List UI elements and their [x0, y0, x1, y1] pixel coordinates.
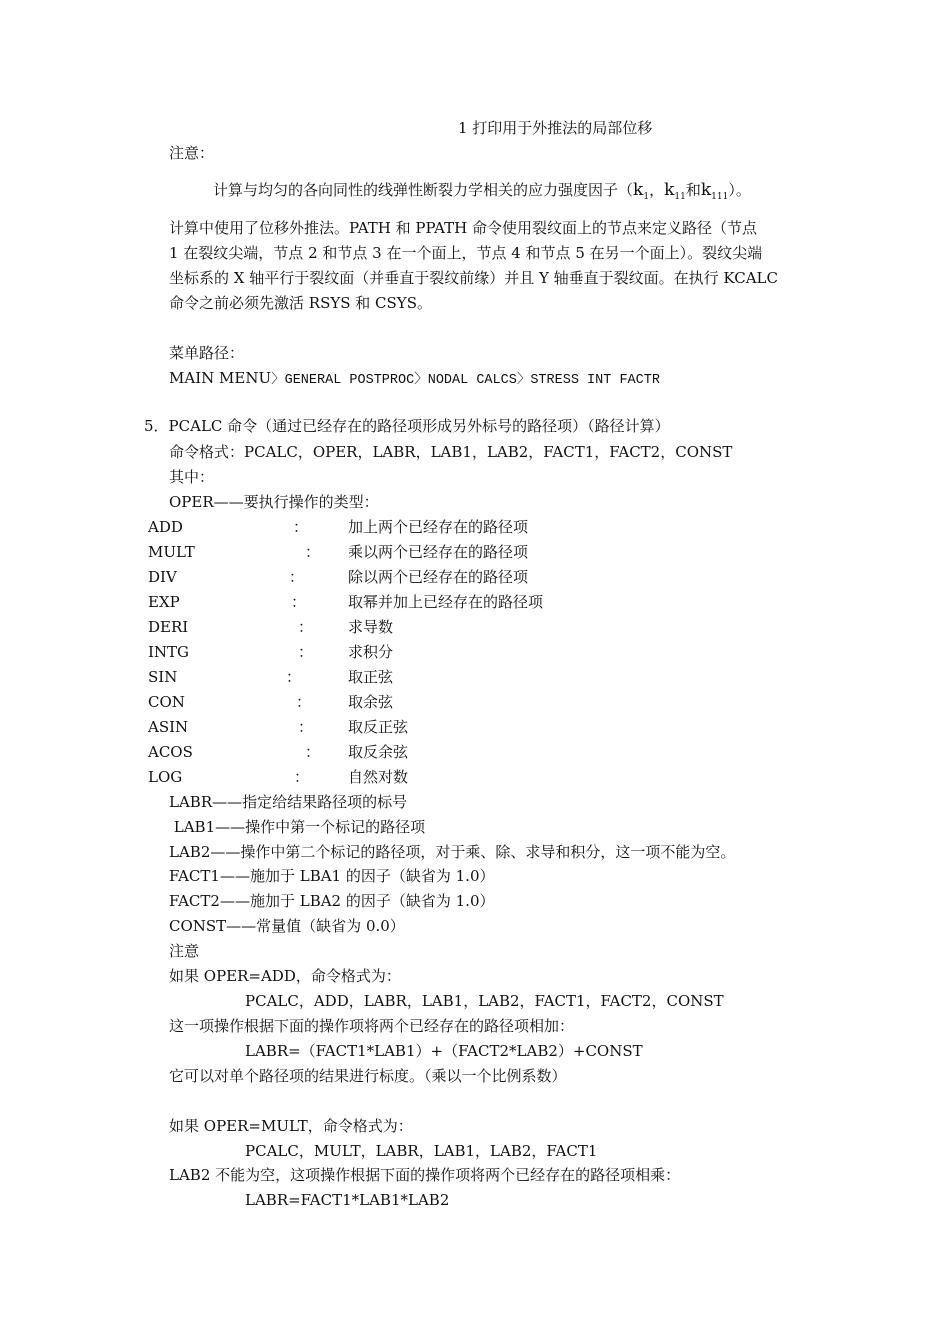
operation-colon: ： — [305, 543, 321, 561]
paragraph-intro — [213, 180, 751, 207]
operation-colon: ： — [298, 718, 314, 736]
add-command: PCALC，ADD，LABR，LAB1，LAB2，FACT1，FACT2，CONST — [245, 992, 724, 1010]
para1-prefix: 计算与均匀的各向同性的线弹性断裂力学相关的应力强度因子（ — [213, 181, 634, 199]
param-line: FACT1——施加于 LBA1 的因子（缺省为 1.0） — [169, 867, 495, 885]
param-line: FACT2——施加于 LBA2 的因子（缺省为 1.0） — [169, 892, 495, 910]
menu-path — [169, 368, 660, 391]
para2-line: 计算中使用了位移外推法。PATH 和 PPATH 命令使用裂纹面上的节点来定义路径（节点 — [169, 219, 758, 237]
mult-condition: 如果 OPER=MULT，命令格式为： — [169, 1117, 413, 1135]
mult-formula: LABR=FACT1*LAB1*LAB2 — [245, 1191, 450, 1209]
operation-name: INTG — [148, 643, 190, 661]
param-line: LAB2——操作中第二个标记的路径项，对于乘、除、求导和积分，这一项不能为空。 — [169, 843, 736, 861]
add-note: 它可以对单个路径项的结果进行标度。（乘以一个比例系数） — [169, 1067, 567, 1085]
param-line: LABR——指定给结果路径项的标号 — [169, 793, 408, 811]
operation-name: ASIN — [148, 718, 189, 736]
operation-name: ACOS — [148, 743, 193, 761]
mult-description: LAB2 不能为空，这项操作根据下面的操作项将两个已经存在的路径项相乘： — [169, 1166, 681, 1184]
operation-desc: 除以两个已经存在的路径项 — [348, 568, 529, 586]
param-line: LAB1——操作中第一个标记的路径项 — [169, 818, 426, 836]
operation-desc: 取余弦 — [348, 693, 394, 711]
operation-colon: ： — [286, 668, 302, 686]
operation-desc: 求导数 — [348, 618, 394, 636]
k-symbol-3: k — [700, 180, 712, 200]
heading: 1 打印用于外推法的局部位移 — [458, 119, 653, 137]
param-line: CONST——常量值（缺省为 0.0） — [169, 917, 405, 935]
operation-colon: ： — [298, 618, 314, 636]
mult-command: PCALC，MULT，LABR，LAB1，LAB2，FACT1 — [245, 1142, 598, 1160]
operation-colon: ： — [293, 518, 309, 536]
k-sub-1: 1 — [643, 192, 650, 202]
operation-name: DERI — [148, 618, 189, 636]
operation-desc: 求积分 — [348, 643, 394, 661]
para2-line: 1 在裂纹尖端，节点 2 和节点 3 在一个面上，节点 4 和节点 5 在另一个面上）。裂纹尖端 — [169, 244, 763, 262]
k-sub-2: 11 — [674, 192, 686, 202]
add-description: 这一项操作根据下面的操作项将两个已经存在的路径项相加： — [169, 1017, 575, 1035]
operation-desc: 取反正弦 — [348, 718, 409, 736]
operation-colon: ： — [289, 568, 305, 586]
para2-line: 坐标系的 X 轴平行于裂纹面（并垂直于裂纹前缘）并且 Y 轴垂直于裂纹面。在执行 KCALC — [169, 269, 778, 287]
note-label-2: 注意 — [169, 942, 200, 960]
k-symbol-2: k — [664, 180, 675, 200]
operation-desc: 乘以两个已经存在的路径项 — [348, 543, 529, 561]
operation-desc: 取反余弦 — [348, 743, 409, 761]
operation-colon: ： — [296, 693, 312, 711]
operation-desc: 取正弦 — [348, 668, 394, 686]
operation-colon: ： — [294, 768, 310, 786]
k-symbol-1: k — [633, 180, 644, 200]
menu-path-rest: 〉GENERAL POSTPROC〉NODAL CALCS〉STRESS INT FACTR — [271, 373, 660, 388]
k-sub-3: 111 — [711, 192, 729, 202]
operation-name: SIN — [148, 668, 178, 686]
where-label: 其中： — [169, 468, 215, 486]
operation-name: ADD — [148, 518, 183, 536]
para1-suffix: ）。 — [728, 181, 751, 199]
menu-label: 菜单路径： — [169, 344, 245, 362]
operation-desc: 加上两个已经存在的路径项 — [348, 518, 529, 536]
operation-colon: ： — [291, 593, 307, 611]
oper-intro: OPER——要执行操作的类型： — [169, 493, 379, 511]
operation-desc: 取幂并加上已经存在的路径项 — [348, 593, 544, 611]
operation-colon: ： — [298, 643, 314, 661]
menu-path-main: MAIN MENU — [169, 369, 272, 387]
operation-name: MULT — [148, 543, 195, 561]
note-label: 注意： — [169, 144, 215, 162]
add-condition: 如果 OPER=ADD，命令格式为： — [169, 967, 401, 985]
operation-name: EXP — [148, 593, 180, 611]
operation-colon: ： — [305, 743, 321, 761]
operation-name: LOG — [148, 768, 183, 786]
and-word: 和 — [685, 181, 701, 199]
command-format: 命令格式：PCALC，OPER，LABR，LAB1，LAB2，FACT1，FACT2，CONST — [169, 443, 733, 461]
section-title: 5．PCALC 命令（通过已经存在的路径项形成另外标号的路径项）（路径计算） — [144, 417, 670, 435]
sep: ， — [649, 181, 665, 199]
operation-name: DIV — [148, 568, 177, 586]
operation-desc: 自然对数 — [348, 768, 409, 786]
para2-line: 命令之前必须先激活 RSYS 和 CSYS。 — [169, 294, 432, 312]
operation-name: CON — [148, 693, 185, 711]
add-formula: LABR=（FACT1*LAB1）+（FACT2*LAB2）+CONST — [245, 1042, 643, 1060]
